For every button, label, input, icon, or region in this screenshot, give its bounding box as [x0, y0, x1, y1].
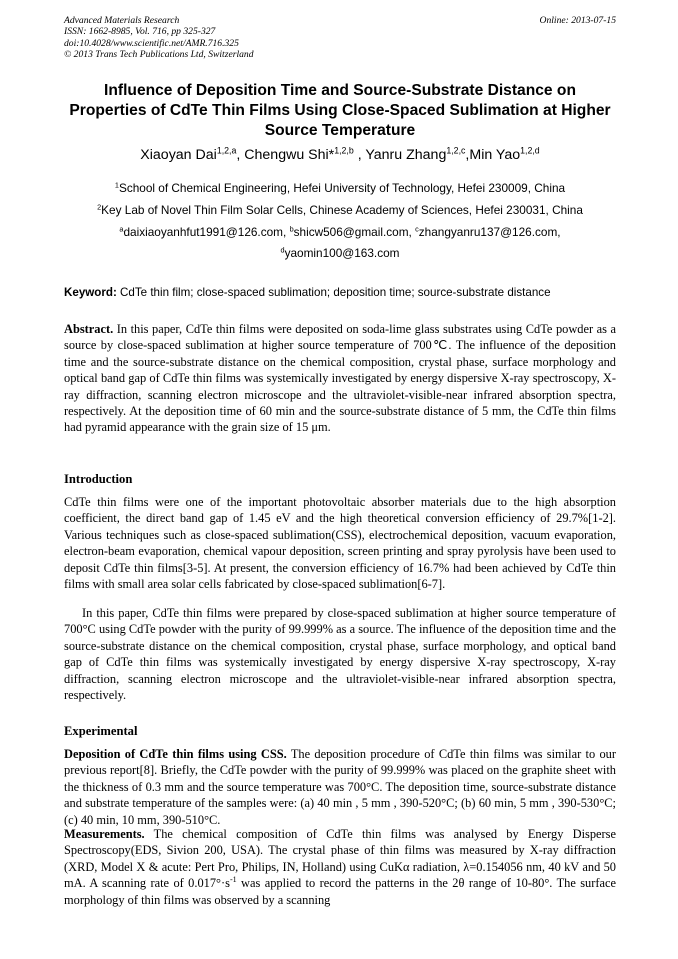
introduction-paragraph-2: In this paper, CdTe thin films were prepared by close-spaced sublimation at higher source temperature of 700°C using CdTe powder with the purity of 99.999% as a source. The influence of the deposition time and the source-substrate distance on the chemical composition, crystal phase, surface morphology, and optical band gap of CdTe thin films was systemically investigated by energy dispersive X-ray spectroscopy, X-ray diffraction, scanning electron microscope and the ultraviolet-visible-near infrared absorption spectra, respectively.	[64, 606, 616, 703]
journal-copyright: © 2013 Trans Tech Publications Ltd, Switzerland	[64, 48, 254, 60]
journal-issn: ISSN: 1662-8985, Vol. 716, pp 325-327	[64, 26, 216, 38]
affiliation-text: Key Lab of Novel Thin Film Solar Cells, Chinese Academy of Sciences, Hefei 230031, China	[101, 203, 583, 217]
affiliation-1	[64, 181, 616, 195]
email-superscript: b	[289, 224, 294, 234]
email-superscript: d	[280, 245, 285, 255]
author-separator: ,	[465, 147, 470, 163]
measurements-text-1: The chemical composition of CdTe thin films was analysed by Energy Disperse Spectroscopy(EDS, Sivion 200, USA). The crystal phase of thin films was measured by X-ray diffraction (XRD, Model X & acute: Pert Pro, Philips, IN, Holland) using CuKα radiation, λ=0.154056 nm, 40 kV and 50 mA. A scanning rate of 0.017°·s	[64, 827, 616, 891]
measurements-paragraph	[64, 826, 616, 908]
email-address: yaomin100@163.com	[284, 246, 400, 260]
experimental-heading: Experimental	[64, 724, 138, 738]
email-superscript: c	[415, 224, 419, 234]
introduction-paragraph-1: CdTe thin films were one of the important photovoltaic absorber materials due to the high absorption coefficient, the direct band gap of 1.45 eV and the high theoretical conversion efficiency of 29.7%[1-2]. Various techniques such as close-spaced sublimation(CSS), electrochemical deposition, vacuum evaporation, electron-beam evaporation, chemical vapour deposition, screen printing and spray pyrolysis have been used to deposit CdTe thin films[3-5]. At present, the conversion efficiency of 16.7% had been achieved by CdTe thin films with small area solar cells fabricated by close-spaced sublimation[6-7].	[64, 495, 616, 592]
author-superscript: 1,2,c	[446, 145, 466, 156]
journal-header	[64, 15, 616, 60]
affiliation-superscript: 2	[97, 202, 102, 212]
journal-name: Advanced Materials Research	[64, 15, 180, 26]
measurements-label: Measurements.	[64, 827, 145, 841]
email-address: shicw506@gmail.com,	[293, 225, 416, 239]
affiliation-text: School of Chemical Engineering, Hefei University of Technology, Hefei 230009, China	[118, 181, 566, 195]
author-list	[64, 146, 616, 164]
email-line-2	[64, 246, 616, 260]
abstract-text: In this paper, CdTe thin films were deposited on soda-lime glass substrates using CdTe powder as a source by close-spaced sublimation at higher source temperature of 700℃. The influence of the deposition time and the source-substrate distance on the chemical composition, crystal phase, surface morphology and optical band gap of CdTe thin films was systemically investigated by energy dispersive X-ray spectroscopy, X-ray diffraction, scanning electron microscope and the ultraviolet-visible-near infrared absorption spectra, respectively. At the deposition time of 60 min and the source-substrate distance of 5 mm, the CdTe thin films had pyramid appearance with the grain size of 15 μm.	[64, 322, 616, 435]
email-address: daixiaoyanhfut1991@126.com,	[123, 225, 290, 239]
author-superscript: 1,2,b	[334, 145, 354, 156]
deposition-label: Deposition of CdTe thin films using CSS.	[64, 747, 287, 761]
deposition-paragraph	[64, 746, 616, 828]
author-separator: ,	[353, 147, 366, 163]
author-name: Chengwu Shi*	[244, 147, 335, 163]
author-superscript: 1,2,d	[520, 145, 540, 156]
affiliation-2	[64, 203, 616, 217]
paper-title: Influence of Deposition Time and Source-Substrate Distance on Properties of CdTe Thin Films Using Close-Spaced Sublimation at Higher Source Temperature	[69, 82, 611, 139]
journal-doi: doi:10.4028/www.scientific.net/AMR.716.325	[64, 37, 239, 49]
email-line-1	[64, 225, 616, 239]
measurements-text-2: was applied to record the patterns in the 2θ range of 10-80°. The surface morphology of thin films was observed by a scanning	[64, 876, 616, 907]
keywords-label: Keyword:	[64, 286, 117, 299]
affiliation-superscript: 1	[114, 180, 119, 190]
online-date: Online: 2013-07-15	[539, 15, 616, 26]
journal-info	[64, 15, 616, 60]
keywords	[64, 286, 616, 300]
measurements-superscript: -1	[229, 875, 237, 885]
author-name: Min Yao	[469, 147, 521, 163]
author-superscript: 1,2,a	[216, 145, 237, 156]
author-separator: ,	[236, 147, 245, 163]
author-name: Xiaoyan Dai	[140, 147, 217, 163]
author-name: Yanru Zhang	[365, 147, 447, 163]
deposition-text: The deposition procedure of CdTe thin films was similar to our previous report[8]. Briefly, the CdTe powder with the purity of 99.999% was placed on the graphite sheet with the thickness of 0.3 mm and the source temperature was 700°C. The deposition time, source-substrate distance and substrate temperature of the samples were: (a) 40 min , 5 mm , 390-520°C; (b) 60 min, 5 mm , 390-530°C;(c) 40 min, 10 mm, 390-510°C.	[64, 747, 617, 827]
keywords-text: CdTe thin film; close-spaced sublimation; deposition time; source-substrate distance	[116, 286, 551, 299]
abstract-paragraph	[64, 321, 616, 436]
abstract-label: Abstract.	[64, 322, 114, 336]
introduction-heading: Introduction	[64, 472, 133, 486]
email-superscript: a	[119, 224, 124, 234]
email-address: zhangyanru137@126.com,	[418, 225, 561, 239]
